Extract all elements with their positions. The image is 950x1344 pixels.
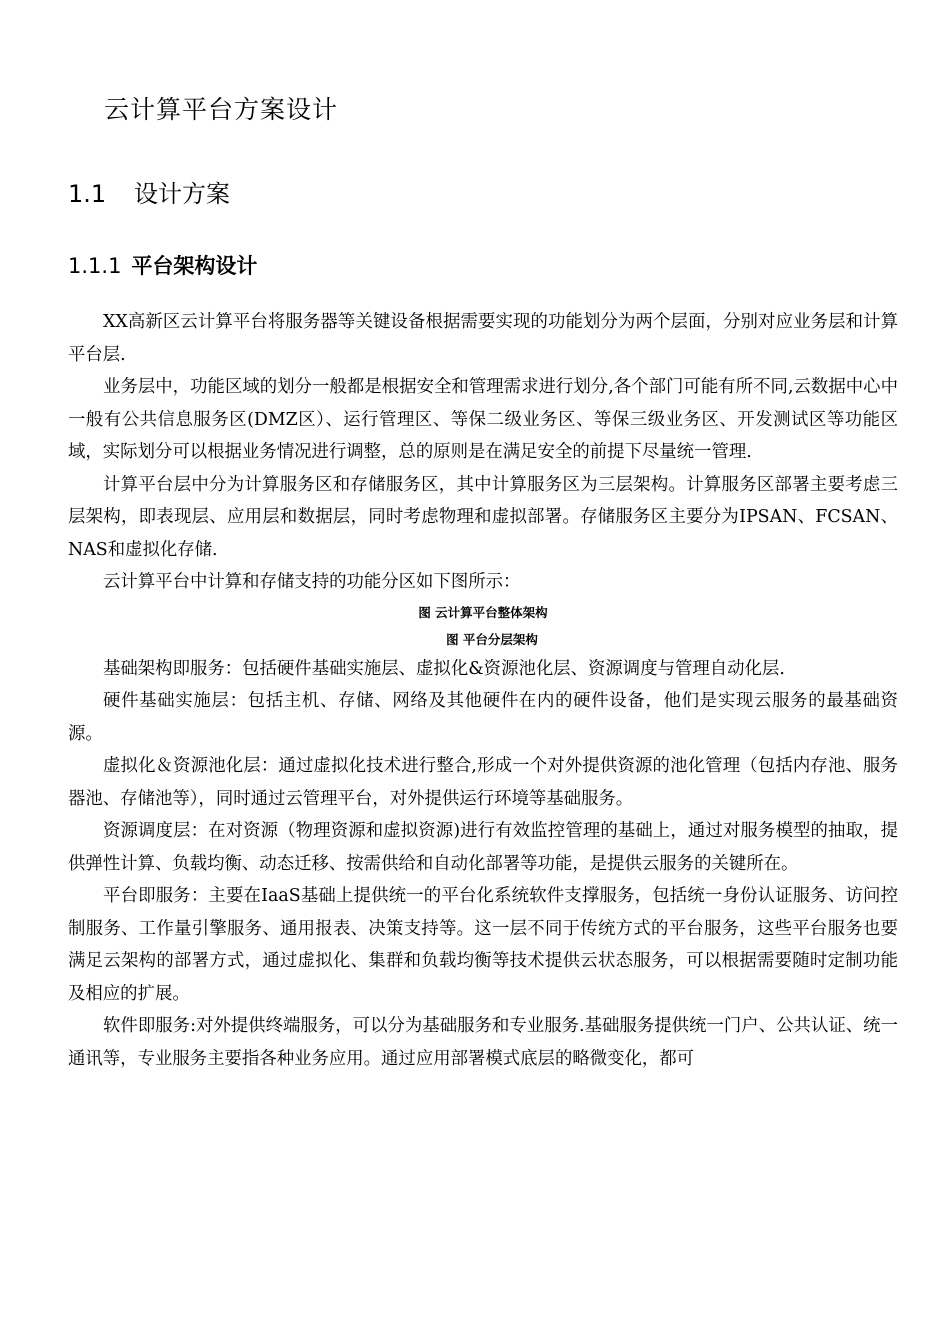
paragraph: 平台即服务：主要在IaaS基础上提供统一的平台化系统软件支撑服务，包括统一身份认证服务、访问控制服务、工作量引擎服务、通用报表、决策支持等。这一层不同于传统方式的平台服务，这些平台服务也要满足云架构的部署方式，通过虚拟化、集群和负载均衡等技术提供云状态服务，可以根据需要随时定制功能及相应的扩展。: [68, 886, 898, 1004]
figure-caption: 图 平台分层架构: [446, 631, 538, 647]
document-title: 云计算平台方案设计: [104, 95, 339, 124]
document-body: [68, 306, 898, 1075]
figure-caption: 图 云计算平台整体架构: [418, 604, 548, 620]
paragraph: 虚拟化＆资源池化层：通过虚拟化技术进行整合,形成一个对外提供资源的池化管理（包括内存池、服务器池、存储池等），同时通过云管理平台，对外提供运行环境等基础服务。: [68, 756, 898, 809]
paragraph: 硬件基础实施层：包括主机、存储、网络及其他硬件在内的硬件设备，他们是实现云服务的最基础资源。: [68, 691, 898, 744]
paragraph: 业务层中，功能区域的划分一般都是根据安全和管理需求进行划分,各个部门可能有所不同,云数据中心中一般有公共信息服务区(DMZ区）、运行管理区、等保二级业务区、等保三级业务区、开发测试区等功能区域，实际划分可以根据业务情况进行调整，总的原则是在满足安全的前提下尽量统一管理.: [68, 377, 898, 462]
paragraph: 基础架构即服务：包括硬件基础实施层、虚拟化&资源池化层、资源调度与管理自动化层.: [103, 658, 785, 679]
section-heading: [68, 174, 230, 209]
subsection-title: 平台架构设计: [131, 254, 258, 278]
subsection-heading: [68, 250, 257, 280]
paragraph: 资源调度层：在对资源（物理资源和虚拟资源)进行有效监控管理的基础上，通过对服务模型的抽取，提供弹性计算、负载均衡、动态迁移、按需供给和自动化部署等功能，是提供云服务的关键所在。: [68, 821, 898, 874]
paragraph: XX高新区云计算平台将服务器等关键设备根据需要实现的功能划分为两个层面，分别对应业务层和计算平台层.: [68, 312, 898, 365]
paragraph: 计算平台层中分为计算服务区和存储服务区，其中计算服务区为三层架构。计算服务区部署主要考虑三层架构，即表现层、应用层和数据层，同时考虑物理和虚拟部署。存储服务区主要分为IPSAN、FCSAN、NAS和虚拟化存储.: [68, 474, 898, 560]
paragraph: 云计算平台中计算和存储支持的功能分区如下图所示：: [103, 572, 521, 592]
paragraph: 软件即服务:对外提供终端服务，可以分为基础服务和专业服务.基础服务提供统一门户、公共认证、统一通讯等，专业服务主要指各种业务应用。通过应用部署模式底层的略微变化，都可: [68, 1016, 898, 1069]
section-number: 1.1: [68, 180, 107, 208]
section-title: 设计方案: [134, 180, 230, 208]
subsection-number: 1.1.1: [68, 254, 122, 278]
